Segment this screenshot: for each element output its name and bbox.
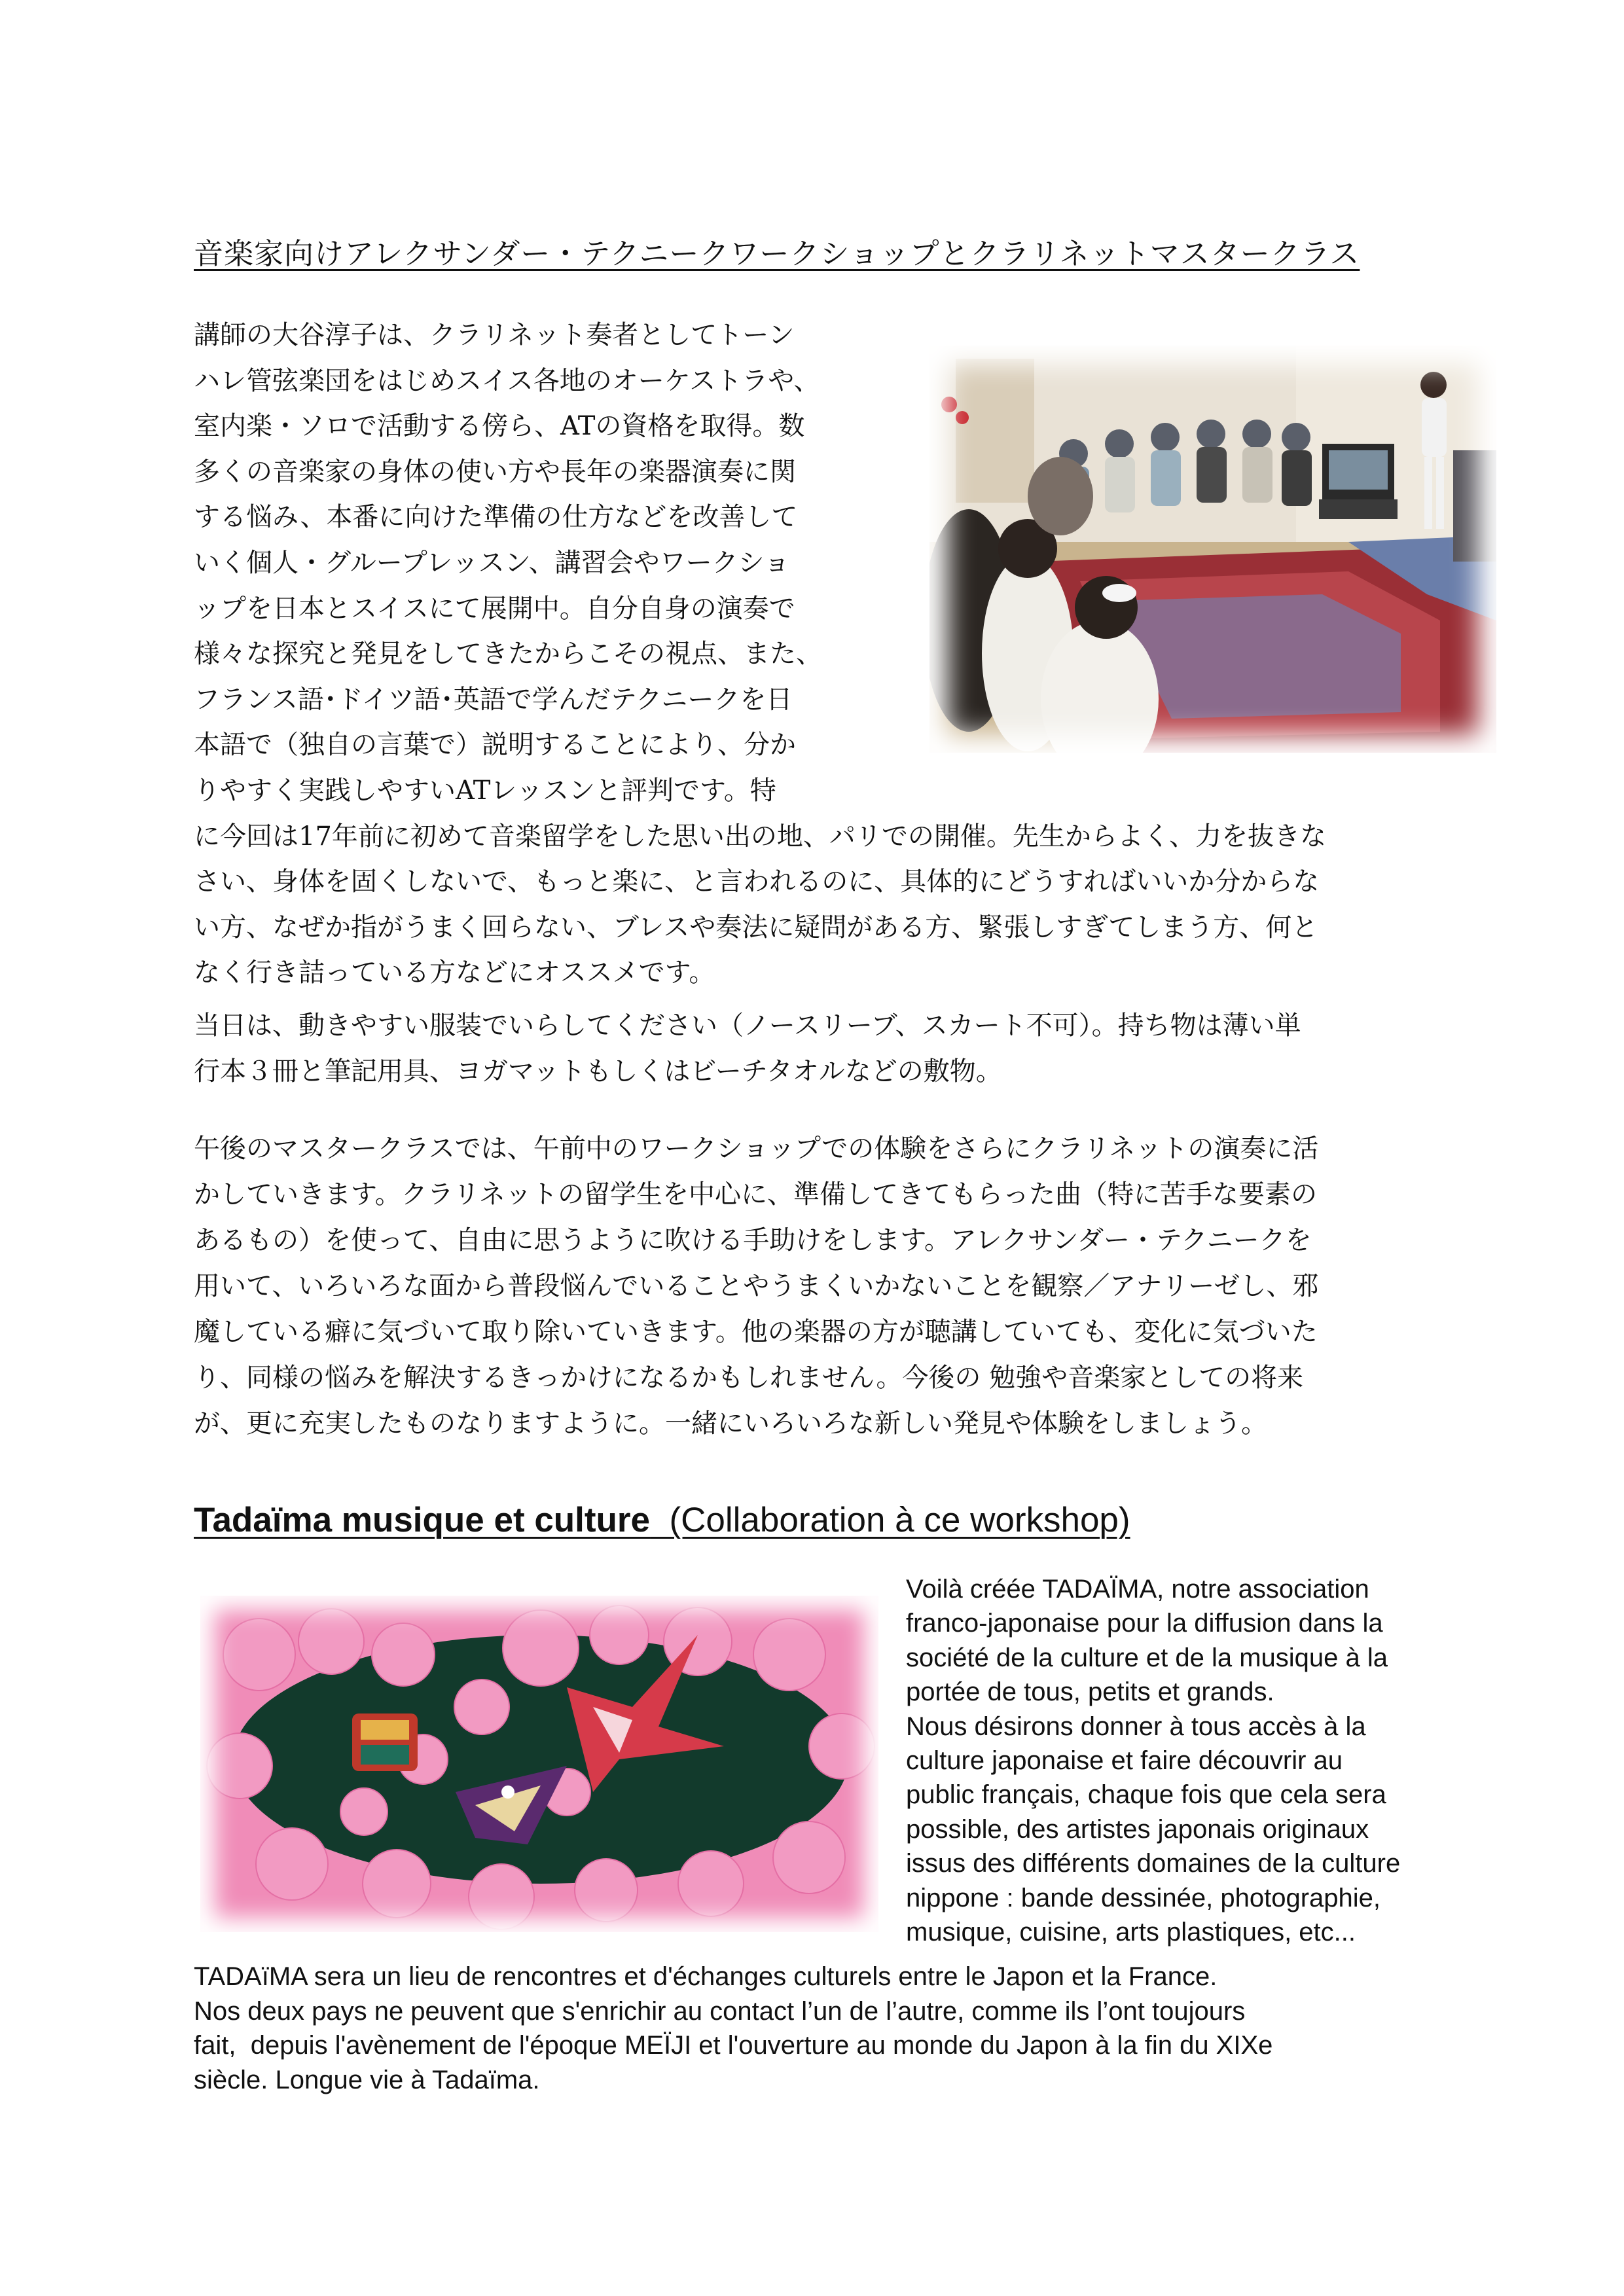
text-line: 魔している癖に気づいて取り除いていきます。他の楽器の方が聴講していても、変化に気づいた (194, 1317, 1318, 1347)
text-line: culture japonaise et faire découvrir au (906, 1746, 1343, 1775)
text-line: が、更に充実したものなりますように。一緒にいろいろな新しい発見や体験をしましょう。 (194, 1408, 1267, 1439)
french-title-association: Tadaïma musique et culture (194, 1501, 651, 1539)
text-line: Nous désirons donner à tous accès à la (906, 1712, 1366, 1741)
photo-vignette (200, 1596, 878, 1932)
text-line: TADAïMA sera un lieu de rencontres et d'échanges culturels entre le Japon et la France. (194, 1962, 1218, 1991)
text-line: りやすく実践しやすいATレッスンと評判です。特 (194, 775, 776, 806)
text-line: 当日は、動きやすい服装でいらしてください（ノースリーブ、スカート不可）。持ち物は薄い単 (194, 1011, 1301, 1041)
text-line: public français, chaque fois que cela sera (906, 1780, 1386, 1810)
text-line: 講師の大谷淳子は、クラリネット奏者としてトーン (194, 320, 795, 350)
text-line: フランス語･ドイツ語･英語で学んだテクニークを日 (194, 684, 793, 715)
text-line: さい、身体を固くしないで、もっと楽に、と言われるのに、具体的にどうすればいいか分からな (194, 867, 1320, 897)
origami-sakura-photo (200, 1596, 878, 1932)
text-line: musique, cuisine, arts plastiques, etc... (906, 1917, 1356, 1946)
text-line: 午後のマスタークラスでは、午前中のワークショップでの体験をさらにクラリネットの演奏に活 (194, 1134, 1319, 1164)
text-line: い方、なぜか指がうまく回らない、ブレスや奏法に疑問がある方、緊張しすぎてしまう方、何と (194, 912, 1318, 942)
text-line: Voilà créée TADAÏMA, notre association (906, 1575, 1369, 1604)
text-line: possible, des artistes japonais originaux (906, 1814, 1369, 1844)
text-line: issus des différents domaines de la culture (906, 1849, 1401, 1878)
french-closing-paragraph (194, 1960, 1272, 2097)
text-line: 本語で（独自の言葉で）説明することにより、分か (194, 730, 796, 761)
text-line: 用いて、いろいろな面から普段悩んでいることやうまくいかないことを観察／アナリーゼし、邪 (194, 1271, 1319, 1301)
text-line: société de la culture et de la musique à la (906, 1643, 1388, 1672)
text-line: fait, depuis l'avènement de l'époque MEÏJI et l'ouverture au monde du Japon à la fin du XIXe (194, 2031, 1273, 2060)
text-line: かしていきます。クラリネットの留学生を中心に、準備してきてもらった曲（特に苦手な要素の (194, 1179, 1317, 1210)
text-line: いく個人・グループレッスン、講習会やワークショ (194, 547, 790, 578)
text-line: なく行き詰っている方などにオススメです。 (194, 958, 715, 988)
japanese-title: 音楽家向けアレクサンダー・テクニークワークショップとクラリネットマスタークラス (194, 236, 1360, 271)
text-line: ハレ管弦楽団をはじめスイス各地のオーケストラや、 (194, 365, 820, 396)
text-line: nippone : bande dessinée, photographie, (906, 1883, 1381, 1912)
text-line: り、同様の悩みを解決するきっかけになるかもしれません。今後の 勉強や音楽家としての将来 (194, 1363, 1304, 1393)
text-line: する悩み、本番に向けた準備の仕方などを改善して (194, 502, 798, 533)
text-line: ップを日本とスイスにて展開中。自分自身の演奏で (194, 593, 795, 624)
text-line: あるもの）を使って、自由に思うように吹ける手助けをします。アレクサンダー・テクニークを (194, 1225, 1312, 1255)
text-line: Nos deux pays ne peuvent que s'enrichir au contact l’un de l’autre, comme ils l’ont toujours (194, 1996, 1246, 2026)
french-intro-paragraph (906, 1572, 1400, 1949)
text-line: 行本３冊と筆記用具、ヨガマットもしくはビーチタオルなどの敷物。 (194, 1056, 1002, 1086)
workshop-room-photo (929, 346, 1496, 753)
text-line: 多くの音楽家の身体の使い方や長年の楽器演奏に関 (194, 456, 796, 487)
japanese-masterclass-paragraph (194, 1126, 1318, 1446)
text-line: portée de tous, petits et grands. (906, 1677, 1274, 1707)
text-line: franco-japonaise pour la diffusion dans la (906, 1609, 1383, 1638)
french-title-subtitle: (Collaboration à ce workshop) (650, 1501, 1130, 1539)
japanese-attire-paragraph (194, 1003, 1301, 1094)
text-line: 室内楽・ソロで活動する傍ら、ATの資格を取得。数 (194, 411, 805, 442)
photo-vignette (929, 346, 1496, 753)
french-title (194, 1498, 1130, 1543)
text-line: に今回は17年前に初めて音楽留学をした思い出の地、パリでの開催。先生からよく、力を抜きな (194, 821, 1327, 852)
text-line: 様々な探究と発見をしてきたからこその視点、また、 (194, 639, 822, 670)
text-line: siècle. Longue vie à Tadaïma. (194, 2065, 540, 2094)
